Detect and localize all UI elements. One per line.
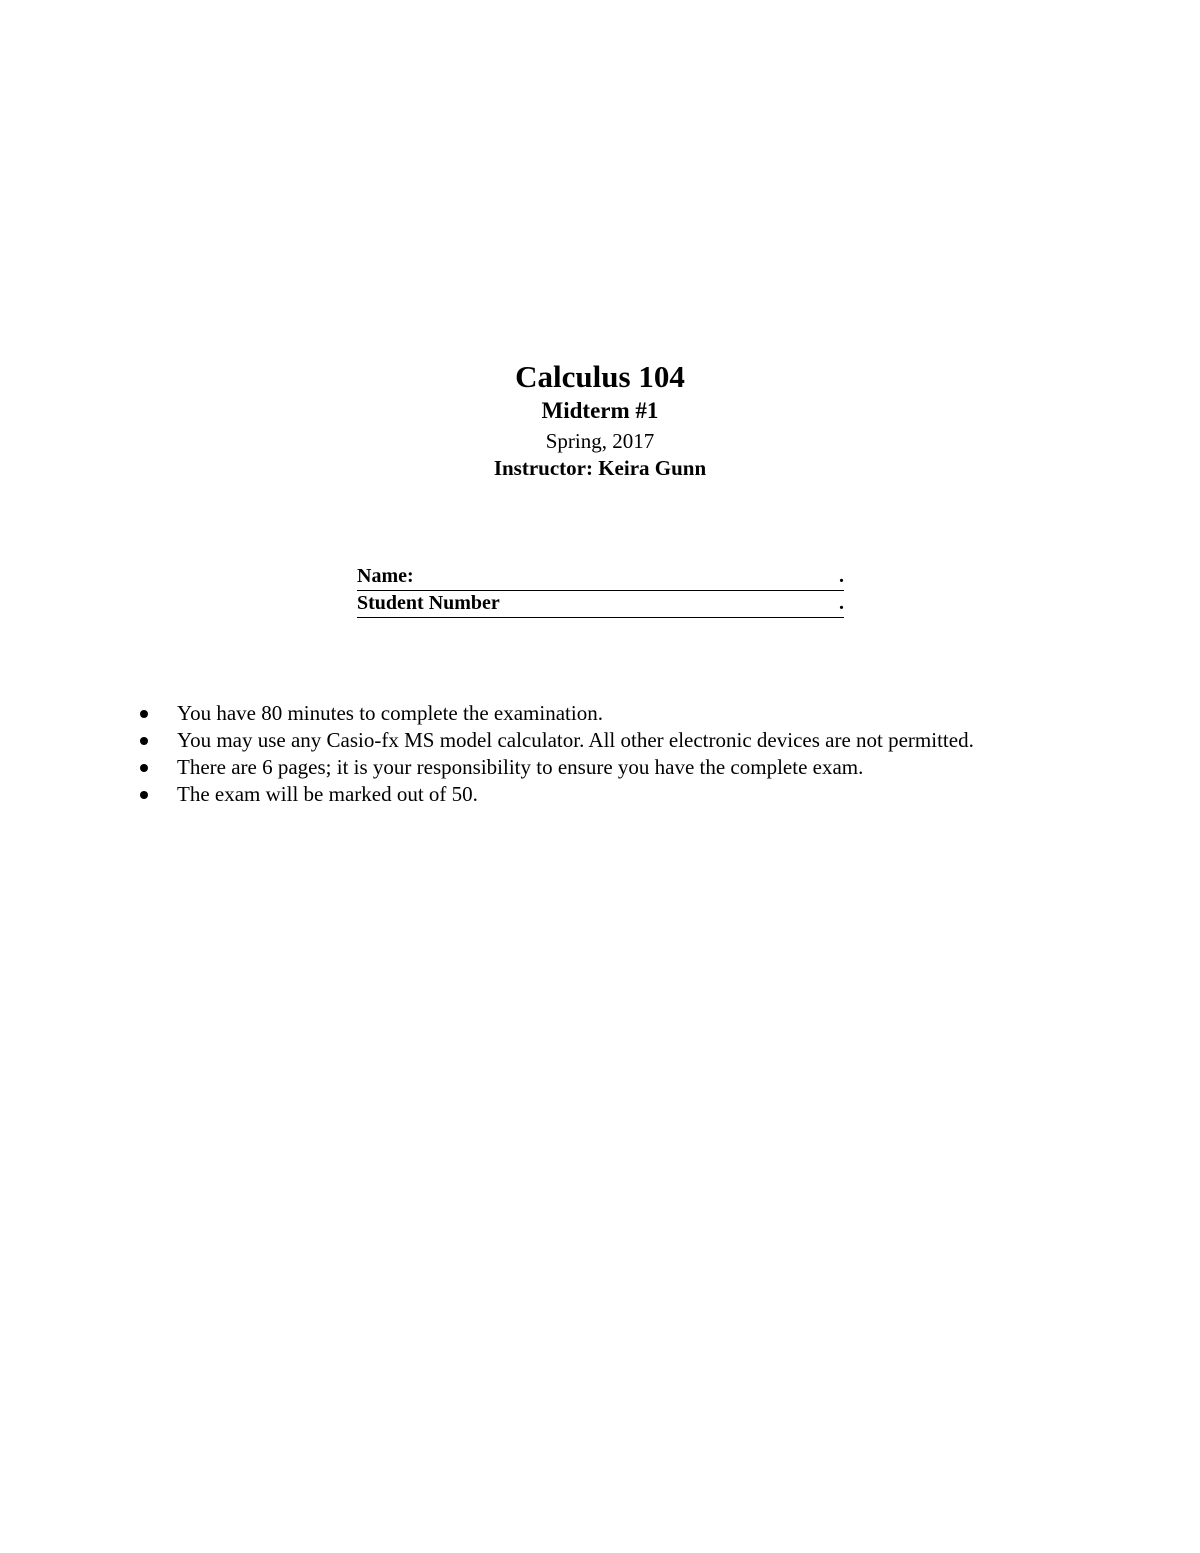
instructions-list — [140, 700, 974, 808]
student-number-label: Student Number — [357, 592, 500, 614]
list-item — [140, 727, 974, 754]
instructor-line: Instructor: Keira Gunn — [493, 456, 707, 480]
instruction-text: You have 80 minutes to complete the examination. — [177, 701, 603, 725]
student-number-field[interactable] — [357, 591, 844, 618]
bullet-icon — [140, 710, 148, 718]
list-item — [140, 700, 974, 727]
student-number-field-end: . — [839, 592, 844, 614]
course-title: Calculus 104 — [515, 359, 685, 394]
name-field-end: . — [839, 565, 844, 587]
bullet-icon — [140, 791, 148, 799]
instruction-text: There are 6 pages; it is your responsibility to ensure you have the complete exam. — [177, 755, 864, 779]
instruction-text: The exam will be marked out of 50. — [177, 782, 478, 806]
list-item — [140, 781, 974, 808]
list-item — [140, 754, 974, 781]
bullet-icon — [140, 737, 148, 745]
bullet-icon — [140, 764, 148, 772]
exam-term: Spring, 2017 — [545, 429, 655, 453]
name-field[interactable] — [357, 564, 844, 591]
instruction-text: You may use any Casio-fx MS model calculator. All other electronic devices are not permitted. — [177, 728, 974, 752]
name-label: Name: — [357, 565, 414, 587]
exam-title: Midterm #1 — [541, 398, 659, 423]
